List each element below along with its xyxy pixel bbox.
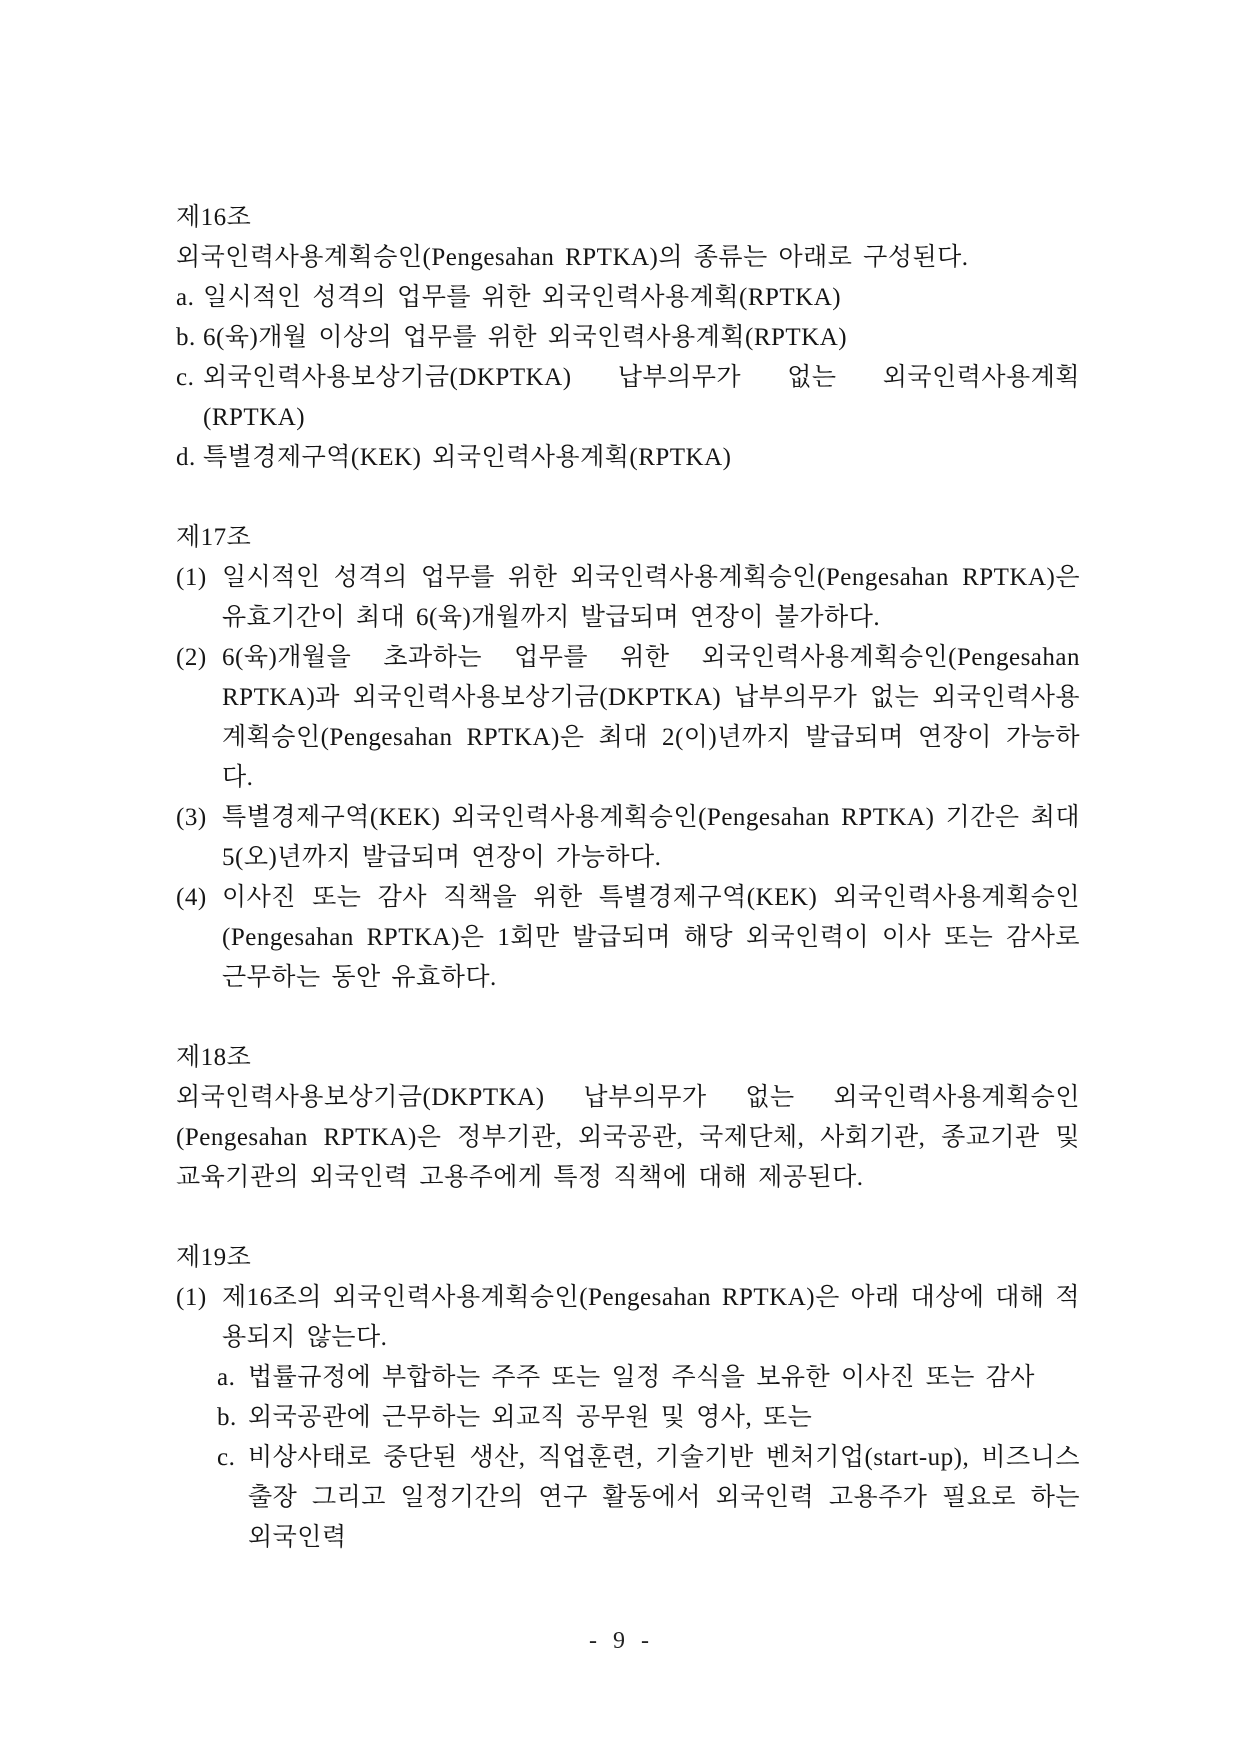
- item-marker: b.: [176, 324, 196, 351]
- page-number: - 9 -: [589, 1628, 651, 1654]
- article-16-intro: 외국인력사용계획승인(Pengesahan RPTKA)의 종류는 아래로 구성된다.: [176, 244, 969, 271]
- list-item: [176, 1278, 1080, 1358]
- document-body: [176, 198, 1080, 1558]
- item-marker: c.: [217, 1444, 236, 1471]
- article-18-section: [176, 1038, 1080, 1198]
- list-item: [176, 358, 1080, 438]
- item-text: 제16조의 외국인력사용계획승인(Pengesahan RPTKA)은 아래 대상에 대해 적용되지 않는다.: [222, 1284, 1080, 1351]
- item-text: 특별경제구역(KEK) 외국인력사용계획(RPTKA): [203, 444, 732, 471]
- item-marker: c.: [176, 364, 195, 391]
- item-marker: (3): [176, 804, 207, 831]
- item-marker: b.: [217, 1404, 237, 1431]
- item-text: 일시적인 성격의 업무를 위한 외국인력사용계획승인(Pengesahan RPTKA)은 유효기간이 최대 6(육)개월까지 발급되며 연장이 불가하다.: [222, 564, 1080, 631]
- item-marker: a.: [217, 1364, 236, 1391]
- item-text: 6(육)개월을 초과하는 업무를 위한 외국인력사용계획승인(Pengesahan RPTKA)과 외국인력사용보상기금(DKPTKA) 납부의무가 없는 외국인력사용계획승인(Pengesahan RPTKA)은 최대 2(이)년까지 발급되며 연장이 가능하다.: [222, 644, 1080, 791]
- article-17-section: [176, 518, 1080, 998]
- article-17-heading: 제17조: [176, 524, 252, 551]
- article-16-section: [176, 198, 1080, 478]
- item-marker: (1): [176, 564, 207, 591]
- list-item: [176, 798, 1080, 878]
- article-18-body: 외국인력사용보상기금(DKPTKA) 납부의무가 없는 외국인력사용계획승인 (Pengesahan RPTKA)은 정부기관, 외국공관, 국제단체, 사회기관, 종교기관 및 교육기관의 외국인력 고용주에게 특정 직책에 대해 제공된다.: [176, 1084, 1080, 1191]
- article-16-heading: 제16조: [176, 204, 252, 231]
- list-item: [176, 558, 1080, 638]
- article-19-heading: 제19조: [176, 1244, 252, 1271]
- item-marker: a.: [176, 284, 195, 311]
- item-marker: (4): [176, 884, 207, 911]
- list-item: [176, 638, 1080, 798]
- article-19-section: [176, 1238, 1080, 1558]
- item-text: 특별경제구역(KEK) 외국인력사용계획승인(Pengesahan RPTKA) 기간은 최대 5(오)년까지 발급되며 연장이 가능하다.: [222, 804, 1080, 871]
- item-text: 법률규정에 부합하는 주주 또는 일정 주식을 보유한 이사진 또는 감사: [248, 1364, 1035, 1391]
- item-marker: d.: [176, 444, 196, 471]
- item-marker: (1): [176, 1284, 207, 1311]
- list-subitem: [217, 1398, 1080, 1438]
- list-item: [176, 878, 1080, 998]
- item-text: 비상사태로 중단된 생산, 직업훈련, 기술기반 벤처기업(start-up), 비즈니스 출장 그리고 일정기간의 연구 활동에서 외국인력 고용주가 필요로 하는 외국인력: [248, 1444, 1080, 1551]
- item-text: 일시적인 성격의 업무를 위한 외국인력사용계획(RPTKA): [203, 284, 842, 311]
- list-item: [176, 318, 1080, 358]
- item-text: 이사진 또는 감사 직책을 위한 특별경제구역(KEK) 외국인력사용계획승인(Pengesahan RPTKA)은 1회만 발급되며 해당 외국인력이 이사 또는 감사로 근무하는 동안 유효하다.: [222, 884, 1080, 991]
- item-text: 6(육)개월 이상의 업무를 위한 외국인력사용계획(RPTKA): [203, 324, 848, 351]
- list-subitem: [217, 1358, 1080, 1398]
- item-marker: (2): [176, 644, 207, 671]
- list-subitem: [217, 1438, 1080, 1558]
- list-item: [176, 278, 1080, 318]
- list-item: [176, 438, 1080, 478]
- article-18-heading: 제18조: [176, 1044, 252, 1071]
- item-text: 외국공관에 근무하는 외교직 공무원 및 영사, 또는: [248, 1404, 813, 1431]
- item-text: 외국인력사용보상기금(DKPTKA) 납부의무가 없는 외국인력사용계획 (RPTKA): [203, 364, 1080, 431]
